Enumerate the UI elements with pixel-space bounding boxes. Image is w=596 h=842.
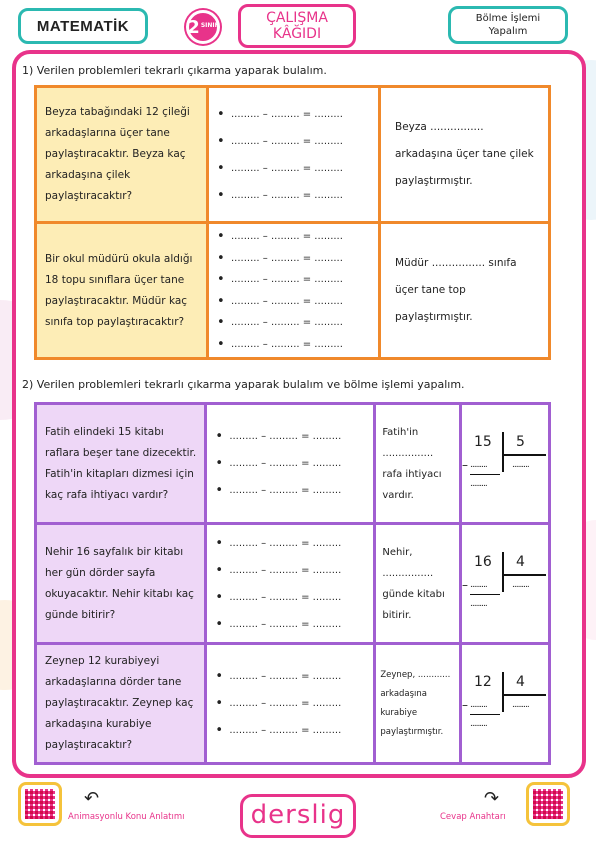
divisor: 4 [516, 673, 525, 690]
problem-text: Zeynep 12 kurabiyeyi arkadaşlarına dörder tane paylaştıracaktır. Zeynep kaç arkadaşına kurabiye paylaştıracaktır? [45, 655, 194, 751]
table-row [36, 524, 550, 644]
steps-cell [206, 404, 375, 524]
step-blank[interactable]: • ......... – ......... = ......... [229, 611, 373, 638]
subtraction-steps [207, 423, 373, 504]
sheet-title-line1: ÇALIŞMA [266, 10, 328, 26]
dividend: 15 [474, 433, 492, 450]
problem-text: Fatih elindeki 15 kitabı raflara beşer tane dizecektir. Fatih'in kitapları dizmesi için kaç rafa ihtiyacı vardır? [45, 425, 197, 501]
curved-arrow-icon: ↶ [84, 788, 100, 809]
step-blank[interactable]: • ......... – ......... = ......... [231, 101, 378, 128]
answer-text[interactable]: Fatih'in ................ rafa ihtiyacı vardır. [382, 426, 442, 501]
problem-text-cell [36, 223, 208, 359]
step-blank[interactable]: • ......... – ......... = ......... [231, 155, 378, 182]
divisor: 5 [516, 433, 525, 450]
step-blank[interactable]: • ......... – ......... = ......... [229, 423, 373, 450]
steps-cell [206, 644, 375, 764]
problem-text-cell [36, 644, 206, 764]
answer-text[interactable]: Müdür ................ sınıfa üçer tane top paylaştırmıştır. [395, 257, 517, 323]
step-blank[interactable]: • ......... – ......... = ......... [231, 182, 378, 209]
step-blank[interactable]: • ......... – ......... = ......... [231, 334, 378, 356]
section2-instruction: 2) Verilen problemleri tekrarlı çıkarma yaparak bulalım ve bölme işlemi yapalım. [22, 378, 465, 391]
subtraction-steps [207, 530, 373, 638]
qr-code-right[interactable] [526, 782, 570, 826]
topic-line2: Yapalım [488, 26, 528, 37]
dividend: 16 [474, 553, 492, 570]
subtrahend-blank[interactable]: ......... [470, 699, 487, 710]
section2-table [34, 402, 551, 765]
step-blank[interactable]: • ......... – ......... = ......... [229, 477, 373, 504]
qr-code-left[interactable] [18, 782, 62, 826]
subtraction-steps [207, 663, 373, 744]
division-bar [502, 454, 546, 456]
minus-sign: – [462, 457, 468, 472]
dividend: 12 [474, 673, 492, 690]
step-blank[interactable]: • ......... – ......... = ......... [229, 717, 373, 744]
answer-key-link[interactable]: Cevap Anahtarı [440, 812, 506, 822]
brand-logo: derslig [240, 794, 356, 838]
step-blank[interactable]: • ......... – ......... = ......... [231, 312, 378, 334]
quotient-blank[interactable]: ......... [512, 459, 529, 470]
minus-sign: – [462, 577, 468, 592]
grade-number: 2 [187, 16, 200, 38]
section1-table [34, 85, 551, 360]
table-row [36, 223, 550, 359]
long-division [462, 424, 548, 504]
steps-cell [206, 524, 375, 644]
step-blank[interactable]: • ......... – ......... = ......... [229, 690, 373, 717]
subtraction-line [470, 594, 500, 596]
problem-text-cell [36, 524, 206, 644]
problem-text: Nehir 16 sayfalık bir kitabı her gün dörder sayfa okuyacaktır. Nehir kitabı kaç günde bitirir? [45, 545, 194, 621]
division-cell [461, 524, 550, 644]
steps-cell [208, 223, 380, 359]
division-bar [502, 672, 504, 712]
division-bar [502, 574, 546, 576]
answer-text[interactable]: Nehir, ................ günde kitabı bitirir. [382, 546, 445, 621]
quotient-blank[interactable]: ......... [512, 699, 529, 710]
remainder-blank[interactable]: ......... [470, 478, 487, 489]
sheet-title [238, 4, 356, 48]
answer-cell [380, 87, 550, 223]
step-blank[interactable]: • ......... – ......... = ......... [229, 663, 373, 690]
subtrahend-blank[interactable]: ......... [470, 459, 487, 470]
step-blank[interactable]: • ......... – ......... = ......... [229, 530, 373, 557]
step-blank[interactable]: • ......... – ......... = ......... [231, 226, 378, 248]
steps-cell [208, 87, 380, 223]
problem-text-cell [36, 87, 208, 223]
grade-badge [186, 10, 220, 44]
subject-title: MATEMATİK [18, 8, 148, 44]
minus-sign: – [462, 697, 468, 712]
sheet-title-line2: KÂĞIDI [272, 26, 322, 42]
problem-text: Bir okul müdürü okula aldığı 18 topu sınıflara üçer tane paylaştıracaktır. Müdür kaç sınıfa top paylaştıracaktır? [45, 252, 193, 328]
answer-cell [375, 524, 461, 644]
answer-cell [375, 404, 461, 524]
table-row [36, 644, 550, 764]
curved-arrow-icon: ↷ [484, 788, 500, 809]
qr-code-icon [25, 789, 55, 819]
division-cell [461, 404, 550, 524]
step-blank[interactable]: • ......... – ......... = ......... [231, 128, 378, 155]
topic-line1: Bölme İşlemi [475, 13, 541, 24]
answer-cell [375, 644, 461, 764]
division-bar [502, 552, 504, 592]
subtraction-line [470, 474, 500, 476]
animated-lesson-link[interactable]: Animasyonlu Konu Anlatımı [68, 812, 185, 822]
step-blank[interactable]: • ......... – ......... = ......... [229, 557, 373, 584]
quotient-blank[interactable]: ......... [512, 579, 529, 590]
section1-instruction: 1) Verilen problemleri tekrarlı çıkarma yaparak bulalım. [22, 64, 327, 77]
subtraction-steps [209, 101, 378, 209]
topic-box [448, 6, 568, 44]
subtrahend-blank[interactable]: ......... [470, 579, 487, 590]
long-division [462, 544, 548, 624]
remainder-blank[interactable]: ......... [470, 598, 487, 609]
answer-text[interactable]: Beyza ................ arkadaşına üçer tane çilek paylaştırmıştır. [395, 121, 534, 187]
step-blank[interactable]: • ......... – ......... = ......... [231, 291, 378, 313]
table-row [36, 87, 550, 223]
subtraction-line [470, 714, 500, 716]
qr-code-icon [533, 789, 563, 819]
remainder-blank[interactable]: ......... [470, 718, 487, 729]
answer-text[interactable]: Zeynep, ............ arkadaşına kurabiye paylaştırmıştır. [380, 669, 451, 737]
division-cell [461, 644, 550, 764]
answer-cell [380, 223, 550, 359]
step-blank[interactable]: • ......... – ......... = ......... [231, 269, 378, 291]
table-row [36, 404, 550, 524]
divisor: 4 [516, 553, 525, 570]
subtraction-steps [209, 226, 378, 355]
problem-text-cell [36, 404, 206, 524]
step-blank[interactable]: • ......... – ......... = ......... [229, 450, 373, 477]
division-bar [502, 694, 546, 696]
grade-suffix: SINIF [200, 22, 219, 29]
problem-text: Beyza tabağındaki 12 çileği arkadaşlarına üçer tane paylaştıracaktır. Beyza kaç arkadaşına çilek paylaştıracaktır? [45, 106, 190, 202]
long-division [462, 664, 548, 744]
division-bar [502, 432, 504, 472]
step-blank[interactable]: • ......... – ......... = ......... [229, 584, 373, 611]
step-blank[interactable]: • ......... – ......... = ......... [231, 248, 378, 270]
